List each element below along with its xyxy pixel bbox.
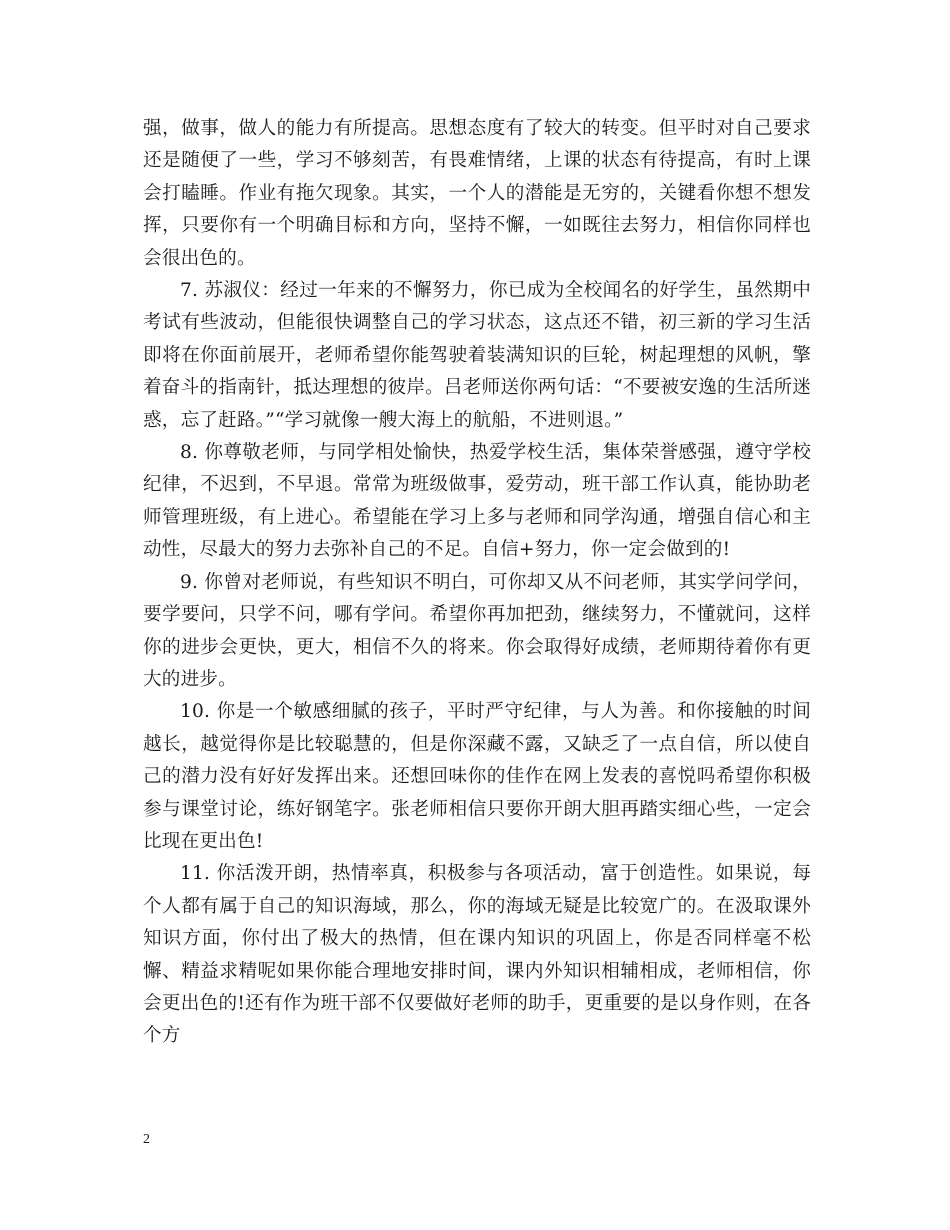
paragraph-comment-10: 10. 你是一个敏感细腻的孩子，平时严守纪律，与人为善。和你接触的时间越长，越觉得你是比较聪慧的，但是你深藏不露，又缺乏了一点自信，所以使自己的潜力没有好好发挥出来。还想回味你的佳作在网上发表的喜悦吗希望你积极参与课堂讨论，练好钢笔字。张老师相信只要你开朗大胆再踏实细心些，一定会比现在更出色! xyxy=(143,701,811,852)
paragraph-continuation: 强，做事，做人的能力有所提高。思想态度有了较大的转变。但平时对自己要求还是随便了一些，学习不够刻苦，有畏难情绪，上课的状态有待提高，有时上课会打瞌睡。作业有拖欠现象。其实，一个人的潜能是无穷的，关键看你想不想发挥，只要你有一个明确目标和方向，坚持不懈，一如既往去努力，相信你同样也会很出色的。 xyxy=(143,118,811,269)
paragraph-comment-7: 7. 苏淑仪：经过一年来的不懈努力，你已成为全校闻名的好学生，虽然期中考试有些波动，但能很快调整自己的学习状态，这点还不错，初三新的学习生活即将在你面前展开，老师希望你能驾驶着装满知识的巨轮，树起理想的风帆，擎着奋斗的指南针，抵达理想的彼岸。吕老师送你两句话：“不要被安逸的生活所迷惑，忘了赶路。”“学习就像一艘大海上的航船，不进则退。” xyxy=(143,280,811,431)
page-number: 2 xyxy=(143,1132,150,1147)
paragraph-comment-9: 9. 你曾对老师说，有些知识不明白，可你却又从不问老师，其实学问学问，要学要问，只学不问，哪有学问。希望你再加把劲，继续努力，不懂就问，这样你的进步会更快，更大，相信不久的将来。你会取得好成绩，老师期待着你有更大的进步。 xyxy=(143,571,811,690)
document-body xyxy=(143,113,811,1053)
paragraph-comment-11: 11. 你活泼开朗，热情率真，积极参与各项活动，富于创造性。如果说，每个人都有属于自己的知识海域，那么，你的海域无疑是比较宽广的。在汲取课外知识方面，你付出了极大的热情，但在课内知识的巩固上，你是否同样毫不松懈、精益求精呢如果你能合理地安排时间，课内外知识相辅相成，老师相信，你会更出色的!还有作为班干部不仅要做好老师的助手，更重要的是以身作则，在各个方 xyxy=(143,863,811,1047)
paragraph-comment-8: 8. 你尊敬老师，与同学相处愉快，热爱学校生活，集体荣誉感强，遵守学校纪律，不迟到，不早退。常常为班级做事，爱劳动，班干部工作认真，能协助老师管理班级，有上进心。希望能在学习上多与老师和同学沟通，增强自信心和主动性，尽最大的努力去弥补自己的不足。自信+努力，你一定会做到的! xyxy=(143,442,811,561)
